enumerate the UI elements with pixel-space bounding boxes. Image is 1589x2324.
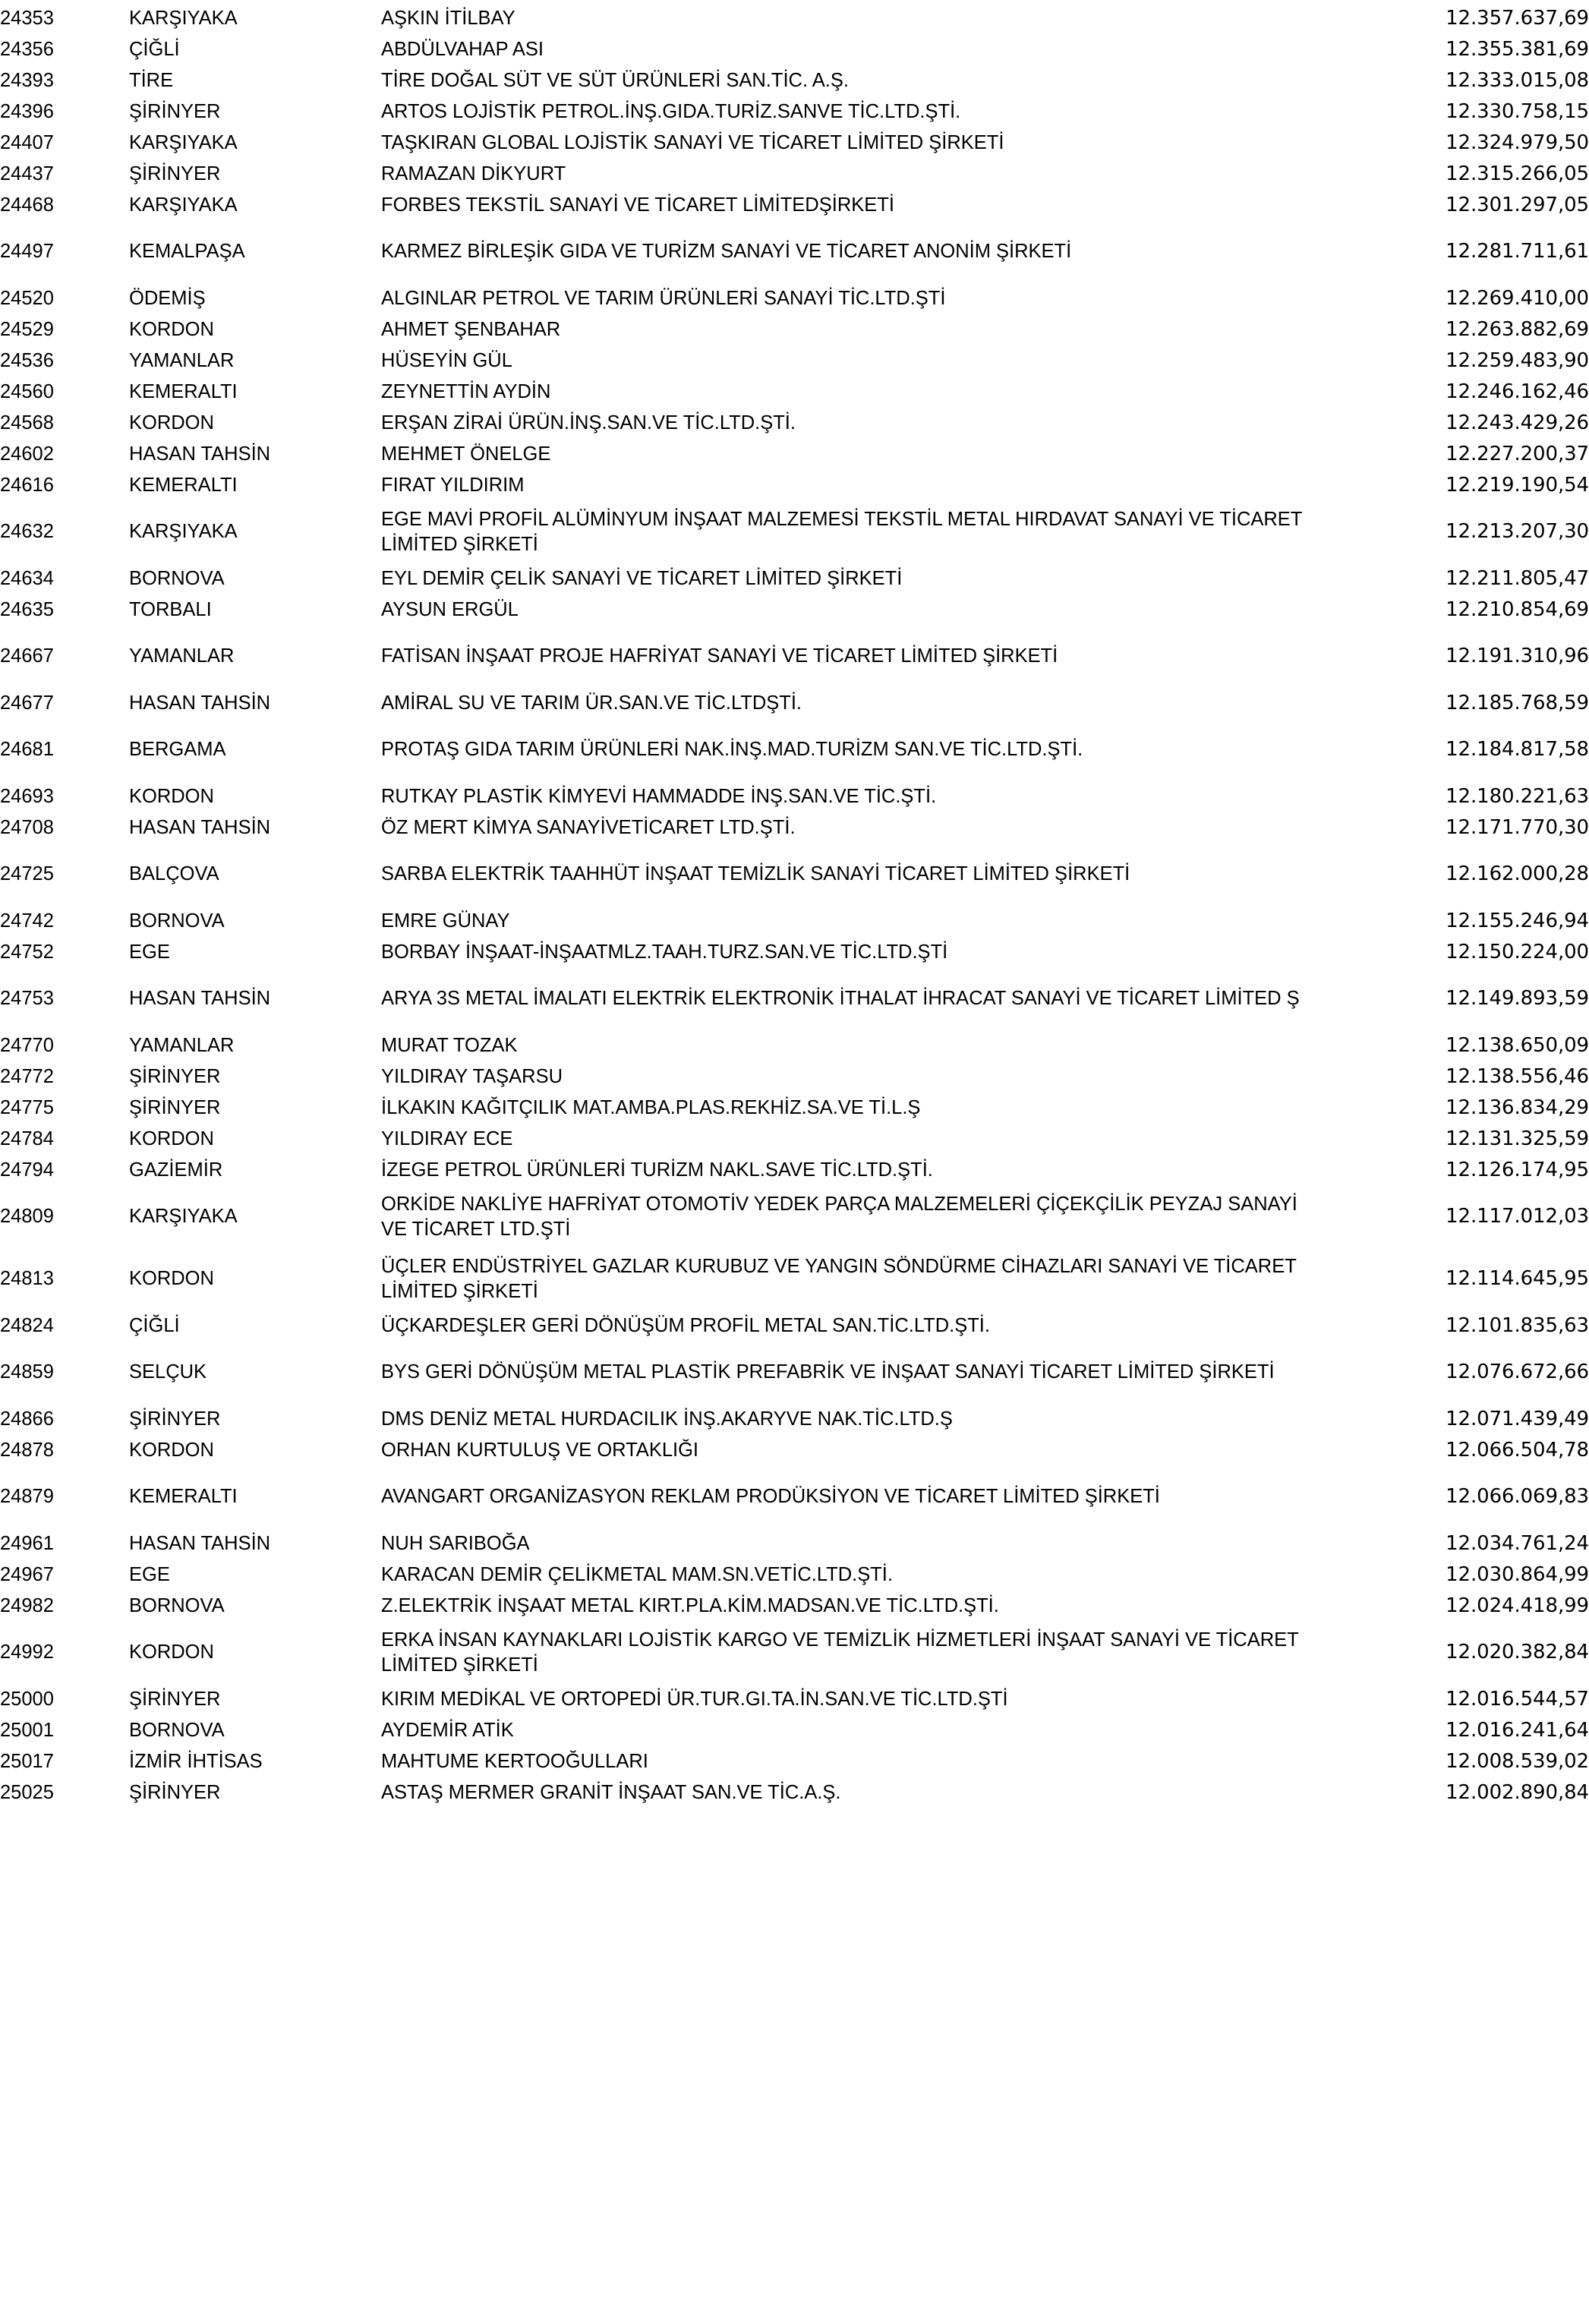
table-row: [0, 1559, 1589, 1591]
cell-taxpayer-name: ZEYNETTİN AYDİN: [381, 380, 551, 402]
cell-unit: HASAN TAHSİN: [129, 443, 271, 465]
table-row: [0, 1591, 1589, 1622]
table-row: [0, 844, 1589, 906]
cell-record-id: 24772: [0, 1065, 54, 1087]
cell-record-id: 24784: [0, 1127, 54, 1149]
table-row: [0, 1030, 1589, 1061]
cell-record-id: 24568: [0, 412, 54, 434]
cell-unit: KARŞIYAKA: [129, 1206, 238, 1228]
table-row: [0, 159, 1589, 190]
cell-amount: 12.149.893,59: [1446, 987, 1589, 1011]
cell-amount: 12.191.310,96: [1446, 645, 1589, 668]
table-row: [0, 688, 1589, 719]
cell-taxpayer-name: ÜÇLER ENDÜSTRİYEL GAZLAR KURUBUZ VE YANGIN SÖNDÜRME CİHAZLARI SANAYİ VE TİCARET LİMİTED ŞİRKETİ: [381, 1255, 1297, 1302]
cell-unit: ŞİRİNYER: [129, 1096, 221, 1118]
cell-amount: 12.213.207,30: [1446, 520, 1589, 544]
cell-record-id: 24775: [0, 1096, 54, 1118]
cell-unit: KORDON: [129, 412, 214, 434]
cell-taxpayer-name: İZEGE PETROL ÜRÜNLERİ TURİZM NAKL.SAVE TİC.LTD.ŞTİ.: [381, 1159, 933, 1181]
table-row: [0, 1061, 1589, 1093]
cell-amount: 12.016.544,57: [1446, 1687, 1589, 1711]
cell-amount: 12.301.297,05: [1446, 193, 1589, 216]
cell-unit: ŞİRİNYER: [129, 100, 221, 122]
cell-unit: BORNOVA: [129, 1594, 225, 1616]
cell-amount: 12.024.418,99: [1446, 1594, 1589, 1617]
cell-unit: KEMERALTI: [129, 1486, 238, 1508]
cell-record-id: 24708: [0, 816, 54, 838]
table-row: [0, 408, 1589, 439]
cell-unit: BERGAMA: [129, 739, 226, 761]
table-row: [0, 906, 1589, 937]
cell-taxpayer-name: EYL DEMİR ÇELİK SANAYİ VE TİCARET LİMİTED ŞİRKETİ: [381, 567, 903, 589]
table-row: [0, 1186, 1589, 1248]
cell-taxpayer-name: ÖZ MERT KİMYA SANAYİVETİCARET LTD.ŞTİ.: [381, 816, 796, 838]
cell-record-id: 24859: [0, 1361, 54, 1383]
cell-taxpayer-name: ERŞAN ZİRAİ ÜRÜN.İNŞ.SAN.VE TİC.LTD.ŞTİ.: [381, 412, 796, 434]
cell-unit: KEMERALTI: [129, 474, 238, 496]
cell-record-id: 24982: [0, 1594, 54, 1616]
cell-taxpayer-name: ORKİDE NAKLİYE HAFRİYAT OTOMOTİV YEDEK PARÇA MALZEMELERİ ÇİÇEKÇİLİK PEYZAJ SANAYİ VE TİCARET LTD.ŞTİ: [381, 1193, 1297, 1240]
cell-taxpayer-name: YILDIRAY TAŞARSU: [381, 1065, 563, 1087]
cell-taxpayer-name: FORBES TEKSTİL SANAYİ VE TİCARET LİMİTEDŞİRKETİ: [381, 194, 894, 216]
cell-unit: ÖDEMİŞ: [129, 287, 206, 309]
cell-amount: 12.117.012,03: [1446, 1205, 1589, 1228]
cell-unit: KORDON: [129, 785, 214, 807]
cell-taxpayer-name: EMRE GÜNAY: [381, 910, 510, 932]
table-row: [0, 96, 1589, 128]
table-row: [0, 283, 1589, 314]
cell-amount: 12.150.224,00: [1446, 940, 1589, 963]
cell-unit: HASAN TAHSİN: [129, 692, 271, 714]
table-row: [0, 1746, 1589, 1777]
cell-unit: YAMANLAR: [129, 349, 235, 371]
cell-record-id: 24879: [0, 1486, 54, 1508]
cell-unit: KARŞIYAKA: [129, 131, 238, 153]
cell-record-id: 24437: [0, 162, 54, 184]
cell-taxpayer-name: TAŞKIRAN GLOBAL LOJİSTİK SANAYİ VE TİCARET LİMİTED ŞİRKETİ: [381, 131, 1004, 153]
cell-amount: 12.219.190,54: [1446, 473, 1589, 497]
cell-record-id: 24681: [0, 739, 54, 761]
cell-record-id: 25025: [0, 1781, 54, 1803]
cell-taxpayer-name: ORHAN KURTULUŞ VE ORTAKLIĞI: [381, 1439, 699, 1461]
cell-amount: 12.263.882,69: [1446, 317, 1589, 341]
table-row: [0, 1435, 1589, 1466]
cell-amount: 12.185.768,59: [1446, 691, 1589, 714]
cell-record-id: 24667: [0, 645, 54, 667]
cell-record-id: 24632: [0, 521, 54, 543]
cell-record-id: 24356: [0, 38, 54, 60]
cell-amount: 12.357.637,69: [1446, 6, 1589, 30]
cell-amount: 12.030.864,99: [1446, 1562, 1589, 1586]
cell-unit: KARŞIYAKA: [129, 194, 238, 216]
table-row: [0, 812, 1589, 844]
cell-taxpayer-name: KARMEZ BİRLEŞİK GIDA VE TURİZM SANAYİ VE TİCARET ANONİM ŞİRKETİ: [381, 241, 1072, 263]
cell-record-id: 24536: [0, 349, 54, 371]
table-row: [0, 1342, 1589, 1404]
cell-unit: ÇİĞLİ: [129, 38, 180, 60]
table-row: [0, 501, 1589, 563]
cell-unit: BALÇOVA: [129, 863, 219, 885]
cell-unit: ŞİRİNYER: [129, 162, 221, 184]
cell-taxpayer-name: SARBA ELEKTRİK TAAHHÜT İNŞAAT TEMİZLİK SANAYİ TİCARET LİMİTED ŞİRKETİ: [381, 863, 1130, 885]
cell-taxpayer-name: AVANGART ORGANİZASYON REKLAM PRODÜKSİYON VE TİCARET LİMİTED ŞİRKETİ: [381, 1486, 1160, 1508]
cell-unit: BORNOVA: [129, 1719, 225, 1741]
table-row: [0, 1310, 1589, 1342]
cell-unit: HASAN TAHSİN: [129, 1532, 271, 1554]
table-row: [0, 3, 1589, 34]
cell-taxpayer-name: İLKAKIN KAĞITÇILIK MAT.AMBA.PLAS.REKHİZ.SA.VE Tİ.L.Ş: [381, 1096, 921, 1118]
cell-record-id: 24752: [0, 941, 54, 963]
cell-amount: 12.034.761,24: [1446, 1531, 1589, 1555]
cell-taxpayer-name: ABDÜLVAHAP ASI: [381, 38, 544, 60]
table-row: [0, 377, 1589, 408]
cell-taxpayer-name: ERKA İNSAN KAYNAKLARI LOJİSTİK KARGO VE TEMİZLİK HİZMETLERİ İNŞAAT SANAYİ VE TİCARET LİMİTED ŞİRKETİ: [381, 1629, 1299, 1676]
cell-record-id: 24794: [0, 1159, 54, 1181]
cell-taxpayer-name: MAHTUME KERTOOĞULLARI: [381, 1750, 648, 1772]
cell-amount: 12.155.246,94: [1446, 909, 1589, 932]
table-row: [0, 626, 1589, 688]
cell-amount: 12.162.000,28: [1446, 862, 1589, 886]
cell-record-id: 24809: [0, 1206, 54, 1228]
cell-record-id: 25017: [0, 1750, 54, 1772]
table-row: [0, 781, 1589, 812]
table-row: [0, 128, 1589, 159]
cell-unit: TORBALI: [129, 598, 212, 620]
cell-record-id: 24560: [0, 380, 54, 402]
table-row: [0, 1093, 1589, 1124]
cell-unit: ŞİRİNYER: [129, 1688, 221, 1710]
cell-record-id: 24677: [0, 692, 54, 714]
cell-record-id: 24961: [0, 1532, 54, 1554]
table-row: [0, 719, 1589, 781]
table-row: [0, 1124, 1589, 1155]
cell-record-id: 24824: [0, 1314, 54, 1336]
cell-taxpayer-name: FATİSAN İNŞAAT PROJE HAFRİYAT SANAYİ VE TİCARET LİMİTED ŞİRKETİ: [381, 645, 1058, 667]
cell-record-id: 24529: [0, 318, 54, 340]
table-row: [0, 34, 1589, 65]
cell-amount: 12.101.835,63: [1446, 1313, 1589, 1337]
records-table: [0, 3, 1589, 1808]
cell-record-id: 24753: [0, 988, 54, 1010]
cell-unit: KARŞIYAKA: [129, 521, 238, 543]
cell-amount: 12.246.162,46: [1446, 380, 1589, 403]
cell-taxpayer-name: AYSUN ERGÜL: [381, 598, 519, 620]
cell-amount: 12.138.556,46: [1446, 1064, 1589, 1088]
cell-taxpayer-name: AHMET ŞENBAHAR: [381, 318, 561, 340]
cell-record-id: 24520: [0, 287, 54, 309]
cell-taxpayer-name: TİRE DOĞAL SÜT VE SÜT ÜRÜNLERİ SAN.TİC. A.Ş.: [381, 69, 849, 91]
cell-unit: KARŞIYAKA: [129, 7, 238, 29]
cell-unit: YAMANLAR: [129, 1034, 235, 1056]
cell-taxpayer-name: KIRIM MEDİKAL VE ORTOPEDİ ÜR.TUR.GI.TA.İN.SAN.VE TİC.LTD.ŞTİ: [381, 1688, 1008, 1710]
cell-unit: TİRE: [129, 69, 174, 91]
cell-taxpayer-name: ÜÇKARDEŞLER GERİ DÖNÜŞÜM PROFİL METAL SAN.TİC.LTD.ŞTİ.: [381, 1314, 990, 1336]
cell-record-id: 24878: [0, 1439, 54, 1461]
cell-unit: KORDON: [129, 318, 214, 340]
cell-amount: 12.211.805,47: [1446, 566, 1589, 590]
cell-unit: ŞİRİNYER: [129, 1065, 221, 1087]
cell-unit: HASAN TAHSİN: [129, 988, 271, 1010]
table-row: [0, 1684, 1589, 1715]
cell-amount: 12.131.325,59: [1446, 1127, 1589, 1150]
table-row: [0, 65, 1589, 96]
cell-amount: 12.269.410,00: [1446, 286, 1589, 310]
cell-record-id: 24693: [0, 785, 54, 807]
table-row: [0, 937, 1589, 968]
cell-amount: 12.002.890,84: [1446, 1780, 1589, 1804]
cell-record-id: 24396: [0, 100, 54, 122]
cell-unit: KEMALPAŞA: [129, 241, 245, 263]
table-row: [0, 1466, 1589, 1528]
cell-unit: İZMİR İHTİSAS: [129, 1750, 263, 1772]
table-row: [0, 345, 1589, 377]
cell-amount: 12.180.221,63: [1446, 784, 1589, 808]
cell-amount: 12.126.174,95: [1446, 1158, 1589, 1181]
cell-taxpayer-name: AŞKIN İTİLBAY: [381, 7, 515, 29]
cell-amount: 12.016.241,64: [1446, 1718, 1589, 1742]
cell-taxpayer-name: Z.ELEKTRİK İNŞAAT METAL KIRT.PLA.KİM.MADSAN.VE TİC.LTD.ŞTİ.: [381, 1594, 999, 1616]
cell-amount: 12.315.266,05: [1446, 162, 1589, 185]
table-row: [0, 968, 1589, 1030]
cell-amount: 12.020.382,84: [1446, 1641, 1589, 1664]
cell-amount: 12.330.758,15: [1446, 99, 1589, 123]
cell-record-id: 24393: [0, 69, 54, 91]
cell-taxpayer-name: ARYA 3S METAL İMALATI ELEKTRİK ELEKTRONİK İTHALAT İHRACAT SANAYİ VE TİCARET LİMİTED Ş: [381, 988, 1300, 1010]
cell-taxpayer-name: ARTOS LOJİSTİK PETROL.İNŞ.GIDA.TURİZ.SANVE TİC.LTD.ŞTİ.: [381, 100, 961, 122]
table-row: [0, 594, 1589, 626]
cell-amount: 12.324.979,50: [1446, 131, 1589, 154]
cell-record-id: 24967: [0, 1563, 54, 1585]
cell-amount: 12.184.817,58: [1446, 738, 1589, 762]
cell-amount: 12.171.770,30: [1446, 815, 1589, 839]
cell-taxpayer-name: EGE MAVİ PROFİL ALÜMİNYUM İNŞAAT MALZEMESİ TEKSTİL METAL HIRDAVAT SANAYİ VE TİCARET LİMİTED ŞİRKETİ: [381, 508, 1302, 555]
cell-record-id: 24634: [0, 567, 54, 589]
table-row: [0, 1777, 1589, 1808]
cell-record-id: 24407: [0, 131, 54, 153]
table-row: [0, 1248, 1589, 1310]
cell-amount: 12.281.711,61: [1446, 240, 1589, 263]
table-row: [0, 1528, 1589, 1559]
cell-unit: BORNOVA: [129, 910, 225, 932]
cell-unit: KORDON: [129, 1268, 214, 1290]
cell-unit: GAZİEMİR: [129, 1159, 223, 1181]
cell-taxpayer-name: ASTAŞ MERMER GRANİT İNŞAAT SAN.VE TİC.A.Ş.: [381, 1781, 841, 1803]
cell-amount: 12.066.504,78: [1446, 1438, 1589, 1462]
cell-amount: 12.333.015,08: [1446, 68, 1589, 92]
cell-unit: KORDON: [129, 1641, 214, 1663]
cell-unit: EGE: [129, 941, 170, 963]
cell-taxpayer-name: MURAT TOZAK: [381, 1034, 518, 1056]
cell-taxpayer-name: BORBAY İNŞAAT-İNŞAATMLZ.TAAH.TURZ.SAN.VE TİC.LTD.ŞTİ: [381, 941, 948, 963]
table-row: [0, 221, 1589, 283]
cell-taxpayer-name: YILDIRAY ECE: [381, 1127, 513, 1149]
table-row: [0, 470, 1589, 501]
cell-taxpayer-name: AYDEMİR ATİK: [381, 1719, 514, 1741]
cell-record-id: 24468: [0, 194, 54, 216]
cell-record-id: 24742: [0, 910, 54, 932]
cell-record-id: 24992: [0, 1641, 54, 1663]
cell-amount: 12.008.539,02: [1446, 1749, 1589, 1773]
table-row: [0, 563, 1589, 594]
cell-unit: KORDON: [129, 1127, 214, 1149]
cell-taxpayer-name: MEHMET ÖNELGE: [381, 443, 551, 465]
cell-record-id: 24866: [0, 1408, 54, 1430]
cell-amount: 12.259.483,90: [1446, 348, 1589, 372]
cell-unit: HASAN TAHSİN: [129, 816, 271, 838]
cell-taxpayer-name: AMİRAL SU VE TARIM ÜR.SAN.VE TİC.LTDŞTİ.: [381, 692, 802, 714]
cell-amount: 12.243.429,26: [1446, 411, 1589, 434]
cell-amount: 12.114.645,95: [1446, 1267, 1589, 1291]
cell-record-id: 24725: [0, 863, 54, 885]
cell-record-id: 25001: [0, 1719, 54, 1741]
cell-taxpayer-name: NUH SARIBOĞA: [381, 1532, 530, 1554]
cell-record-id: 24813: [0, 1268, 54, 1290]
cell-amount: 12.071.439,49: [1446, 1407, 1589, 1430]
cell-unit: KORDON: [129, 1439, 214, 1461]
cell-amount: 12.355.381,69: [1446, 37, 1589, 61]
records-table-body: [0, 3, 1589, 1808]
cell-taxpayer-name: ALGINLAR PETROL VE TARIM ÜRÜNLERİ SANAYİ TİC.LTD.ŞTİ: [381, 287, 946, 309]
cell-taxpayer-name: BYS GERİ DÖNÜŞÜM METAL PLASTİK PREFABRİK VE İNŞAAT SANAYİ TİCARET LİMİTED ŞİRKETİ: [381, 1361, 1275, 1383]
cell-record-id: 24616: [0, 474, 54, 496]
cell-unit: ŞİRİNYER: [129, 1781, 221, 1803]
cell-record-id: 25000: [0, 1688, 54, 1710]
cell-amount: 12.136.834,29: [1446, 1096, 1589, 1119]
table-row: [0, 314, 1589, 345]
cell-amount: 12.138.650,09: [1446, 1033, 1589, 1057]
cell-unit: SELÇUK: [129, 1361, 207, 1383]
cell-unit: ŞİRİNYER: [129, 1408, 221, 1430]
cell-unit: ÇİĞLİ: [129, 1314, 180, 1336]
table-row: [0, 1404, 1589, 1435]
cell-taxpayer-name: HÜSEYİN GÜL: [381, 349, 512, 371]
cell-unit: EGE: [129, 1563, 170, 1585]
cell-unit: KEMERALTI: [129, 380, 238, 402]
cell-record-id: 24635: [0, 598, 54, 620]
cell-taxpayer-name: KARACAN DEMİR ÇELİKMETAL MAM.SN.VETİC.LTD.ŞTİ.: [381, 1563, 893, 1585]
cell-taxpayer-name: DMS DENİZ METAL HURDACILIK İNŞ.AKARYVE NAK.TİC.LTD.Ş: [381, 1408, 953, 1430]
table-row: [0, 190, 1589, 221]
cell-unit: BORNOVA: [129, 567, 225, 589]
cell-amount: 12.227.200,37: [1446, 442, 1589, 465]
table-row: [0, 1715, 1589, 1746]
cell-taxpayer-name: PROTAŞ GIDA TARIM ÜRÜNLERİ NAK.İNŞ.MAD.TURİZM SAN.VE TİC.LTD.ŞTİ.: [381, 739, 1083, 761]
cell-taxpayer-name: RAMAZAN DİKYURT: [381, 162, 566, 184]
cell-amount: 12.076.672,66: [1446, 1361, 1589, 1384]
cell-record-id: 24602: [0, 443, 54, 465]
cell-record-id: 24497: [0, 241, 54, 263]
table-row: [0, 1622, 1589, 1684]
cell-record-id: 24770: [0, 1034, 54, 1056]
cell-taxpayer-name: FIRAT YILDIRIM: [381, 474, 525, 496]
cell-amount: 12.066.069,83: [1446, 1485, 1589, 1509]
table-row: [0, 1155, 1589, 1186]
cell-unit: YAMANLAR: [129, 645, 235, 667]
table-row: [0, 439, 1589, 470]
cell-taxpayer-name: RUTKAY PLASTİK KİMYEVİ HAMMADDE İNŞ.SAN.VE TİC.ŞTİ.: [381, 785, 937, 807]
cell-amount: 12.210.854,69: [1446, 598, 1589, 621]
cell-record-id: 24353: [0, 7, 54, 29]
